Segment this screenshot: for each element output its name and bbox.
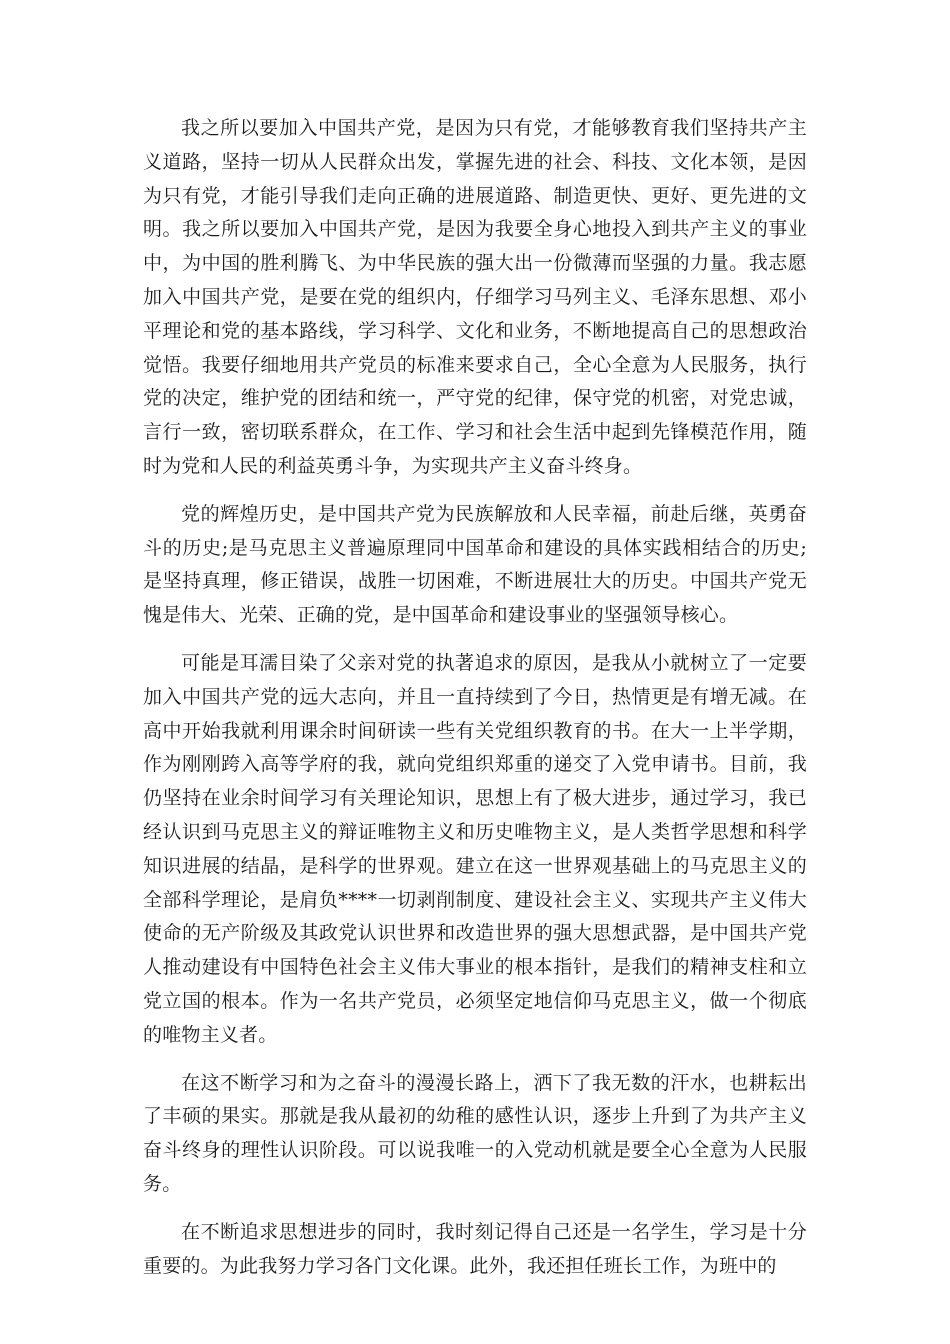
paragraph-4: 在这不断学习和为之奋斗的漫漫长路上，洒下了我无数的汗水，也耕耘出了丰硕的果实。那就是我从最初的幼稚的感性认识，逐步上升到了为共产主义奋斗终身的理性认识阶段。可以说我唯一的入党动机就是要全心全意为人民服务。 bbox=[143, 1071, 807, 1195]
paragraph-5: 在不断追求思想进步的同时，我时刻记得自己还是一名学生，学习是十分重要的。为此我努力学习各门文化课。此外，我还担任班长工作，为班中的 bbox=[143, 1220, 807, 1277]
paragraph-1: 我之所以要加入中国共产党，是因为只有党，才能够教育我们坚持共产主义道路，坚持一切从人民群众出发，掌握先进的社会、科技、文化本领，是因为只有党，才能引导我们走向正确的进展道路、制造更快、更好、更先进的文明。我之所以要加入中国共产党，是因为我要全身心地投入到共产主义的事业中，为中国的胜利腾飞、为中华民族的强大出一份微薄而坚强的力量。我志愿加入中国共产党，是要在党的组织内，仔细学习马列主义、毛泽东思想、邓小平理论和党的基本路线，学习科学、文化和业务，不断地提高自己的思想政治觉悟。我要仔细地用共产党员的标准来要求自己，全心全意为人民服务，执行党的决定，维护党的团结和统一，严守党的纪律，保守党的机密，对党忠诚，言行一致，密切联系群众，在工作、学习和社会生活中起到先锋模范作用，随时为党和人民的利益英勇斗争，为实现共产主义奋斗终身。 bbox=[143, 117, 807, 477]
paragraph-3: 可能是耳濡目染了父亲对党的执著追求的原因，是我从小就树立了一定要加入中国共产党的远大志向，并且一直持续到了今日，热情更是有增无减。在高中开始我就利用课余时间研读一些有关党组织教育的书。在大一上半学期，作为刚刚跨入高等学府的我，就向党组织郑重的递交了入党申请书。目前，我仍坚持在业余时间学习有关理论知识，思想上有了极大进步，通过学习，我已经认识到马克思主义的辩证唯物主义和历史唯物主义，是人类哲学思想和科学知识进展的结晶，是科学的世界观。建立在这一世界观基础上的马克思主义的全部科学理论，是肩负****一切剥削制度、建设社会主义、实现共产主义伟大使命的无产阶级及其政党认识世界和改造世界的强大思想武器，是中国共产党人推动建设有中国特色社会主义伟大事业的根本指针，是我们的精神支柱和立党立国的根本。作为一名共产党员，必须坚定地信仰马克思主义，做一个彻底的唯物主义者。 bbox=[143, 651, 807, 1046]
paragraph-2: 党的辉煌历史，是中国共产党为民族解放和人民幸福，前赴后继，英勇奋斗的历史;是马克思主义普遍原理同中国革命和建设的具体实践相结合的历史;是坚持真理，修正错误，战胜一切困难，不断进展壮大的历史。中国共产党无愧是伟大、光荣、正确的党，是中国革命和建设事业的坚强领导核心。 bbox=[143, 502, 807, 627]
document-body bbox=[143, 112, 807, 1297]
